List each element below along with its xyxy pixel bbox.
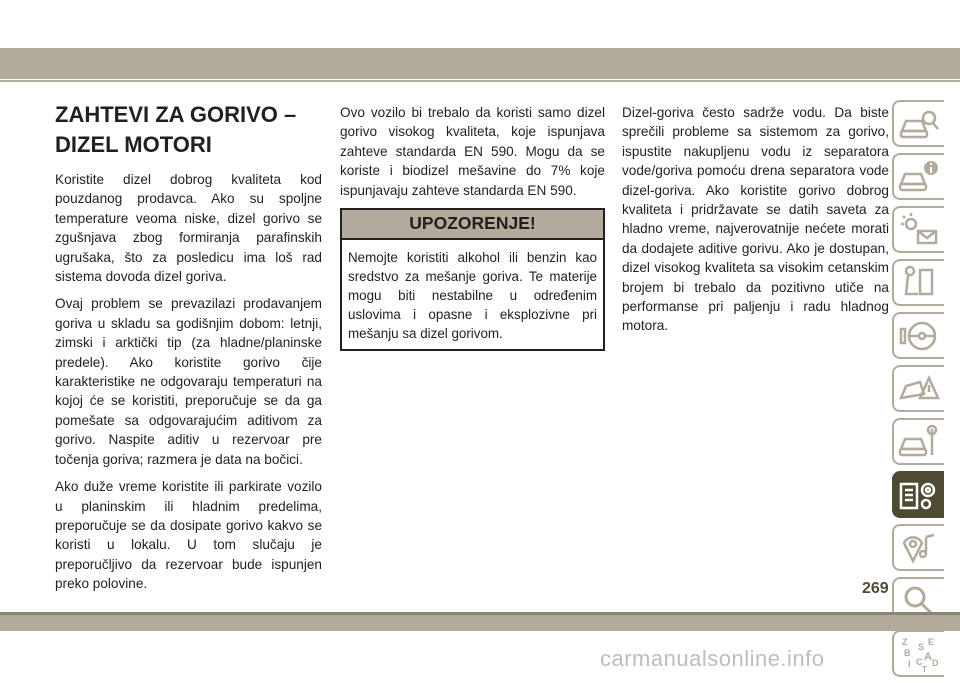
paragraph: Ovaj problem se prevazilazi prodavanjem goriva u skladu sa godišnjim dobom: letnji, zimski i arktički tip (za hladne/planinske predele). Ako koristite gorivo čije karakteristike ne odgovaraju temperaturi na kojoj će se koristiti, preporučuje se da ga pomešate sa odgovarajućim aditivom za gorivo. Naspite aditiv u rezervoar pre točenja goriva; razmera je data na bočici. <box>55 296 322 467</box>
warning-text: Nemojte koristiti alkohol ili benzin kao sredstvo za mešanje goriva. Te materije mogu biti nestabilne u određenim uslovima i opasne i eksplozivne pri mešanju sa dizel gorivom. <box>348 250 597 342</box>
column-2 <box>340 103 605 351</box>
index-letter: T <box>922 664 927 673</box>
index-letter: E <box>928 636 935 647</box>
tab-car-magnifier[interactable] <box>892 100 944 147</box>
index-letter: C <box>916 656 923 667</box>
tab-steering-wheel[interactable] <box>892 312 944 359</box>
paragraph: Ako duže vreme koristite ili parkirate vozilo u planinskim ili hladnim predelima, preporučuje se da dosipate gorivo kakvo se koristi u lokalu. U tom slučaju je preporučljivo da rezervoar bude ispunjen preko polovine. <box>55 479 322 592</box>
warning-box <box>340 208 605 351</box>
tab-car-hazard[interactable] <box>892 365 944 412</box>
paragraph: Dizel-goriva često sadrže vodu. Da biste sprečili probleme sa sistemom za gorivo, ispustite nakupljenu vodu iz separatora vode/goriva pomoću drena separatora vode dizel-goriva. Ako koristite gorivo dobrog kvaliteta i pridržavate se datih saveta za hladno vreme, najverovatnije nećete morati da dodajete aditive gorivu. Ako je dostupan, dizel visokog kvaliteta sa visokim cetanskim brojem bi trebalo da pozitivno utiče na performanse pri paljenju i radu hladnog motora. <box>622 105 889 334</box>
index-letter: I <box>908 658 911 669</box>
index-letter: Z <box>902 636 908 647</box>
chapter-tabs <box>892 100 944 683</box>
car-magnifier-icon <box>898 105 940 143</box>
paragraph: Koristite dizel dobrog kvaliteta kod pouzdanog prodavca. Ako su spoljne temperature veoma niske, dizel gorivo se zgušnjava zbog formiranja parafinskih ugrušaka, što za posledicu ima loš rad sistema dovoda dizel goriva. <box>55 172 322 285</box>
column-1 <box>55 100 322 602</box>
car-wrench-icon <box>898 423 940 461</box>
warning-title: UPOZORENJE! <box>342 210 603 240</box>
tab-multimedia[interactable] <box>892 524 944 571</box>
section-heading: ZAHTEVI ZA GORIVO – DIZEL MOTORI <box>55 102 297 157</box>
tab-warning-lights[interactable] <box>892 206 944 253</box>
tab-seat-airbag[interactable] <box>892 259 944 306</box>
header-band <box>0 48 960 79</box>
watermark: carmanualsonline.info <box>600 646 825 671</box>
seat-airbag-icon <box>898 264 940 302</box>
car-hazard-icon <box>898 370 940 408</box>
paragraph: Ovo vozilo bi trebalo da koristi samo dizel gorivo visokog kvaliteta, koje ispunjava zahteve standarda EN 590. Mogu da se koriste i biodizel mešavine do 7% koje ispunjavaju zahteve standarda EN 590. <box>340 105 605 198</box>
header-rule <box>0 80 960 82</box>
tab-alphabet-index[interactable] <box>892 630 944 677</box>
footer-band <box>0 612 960 631</box>
index-letter: D <box>932 657 939 668</box>
multimedia-icon <box>898 529 940 567</box>
tab-car-wrench[interactable] <box>892 418 944 465</box>
steering-wheel-icon <box>898 317 940 355</box>
alphabet-index-icon <box>898 635 940 673</box>
page-number: 269 <box>862 580 889 597</box>
tab-car-info[interactable] <box>892 153 944 200</box>
specifications-gear-icon <box>898 476 940 514</box>
index-letter: A <box>924 650 932 663</box>
warning-lights-icon <box>898 211 940 249</box>
column-3 <box>622 103 889 344</box>
index-letter: S <box>918 641 925 652</box>
tab-specifications[interactable] <box>892 471 944 518</box>
car-info-icon <box>898 158 940 196</box>
index-letter: B <box>904 647 911 658</box>
